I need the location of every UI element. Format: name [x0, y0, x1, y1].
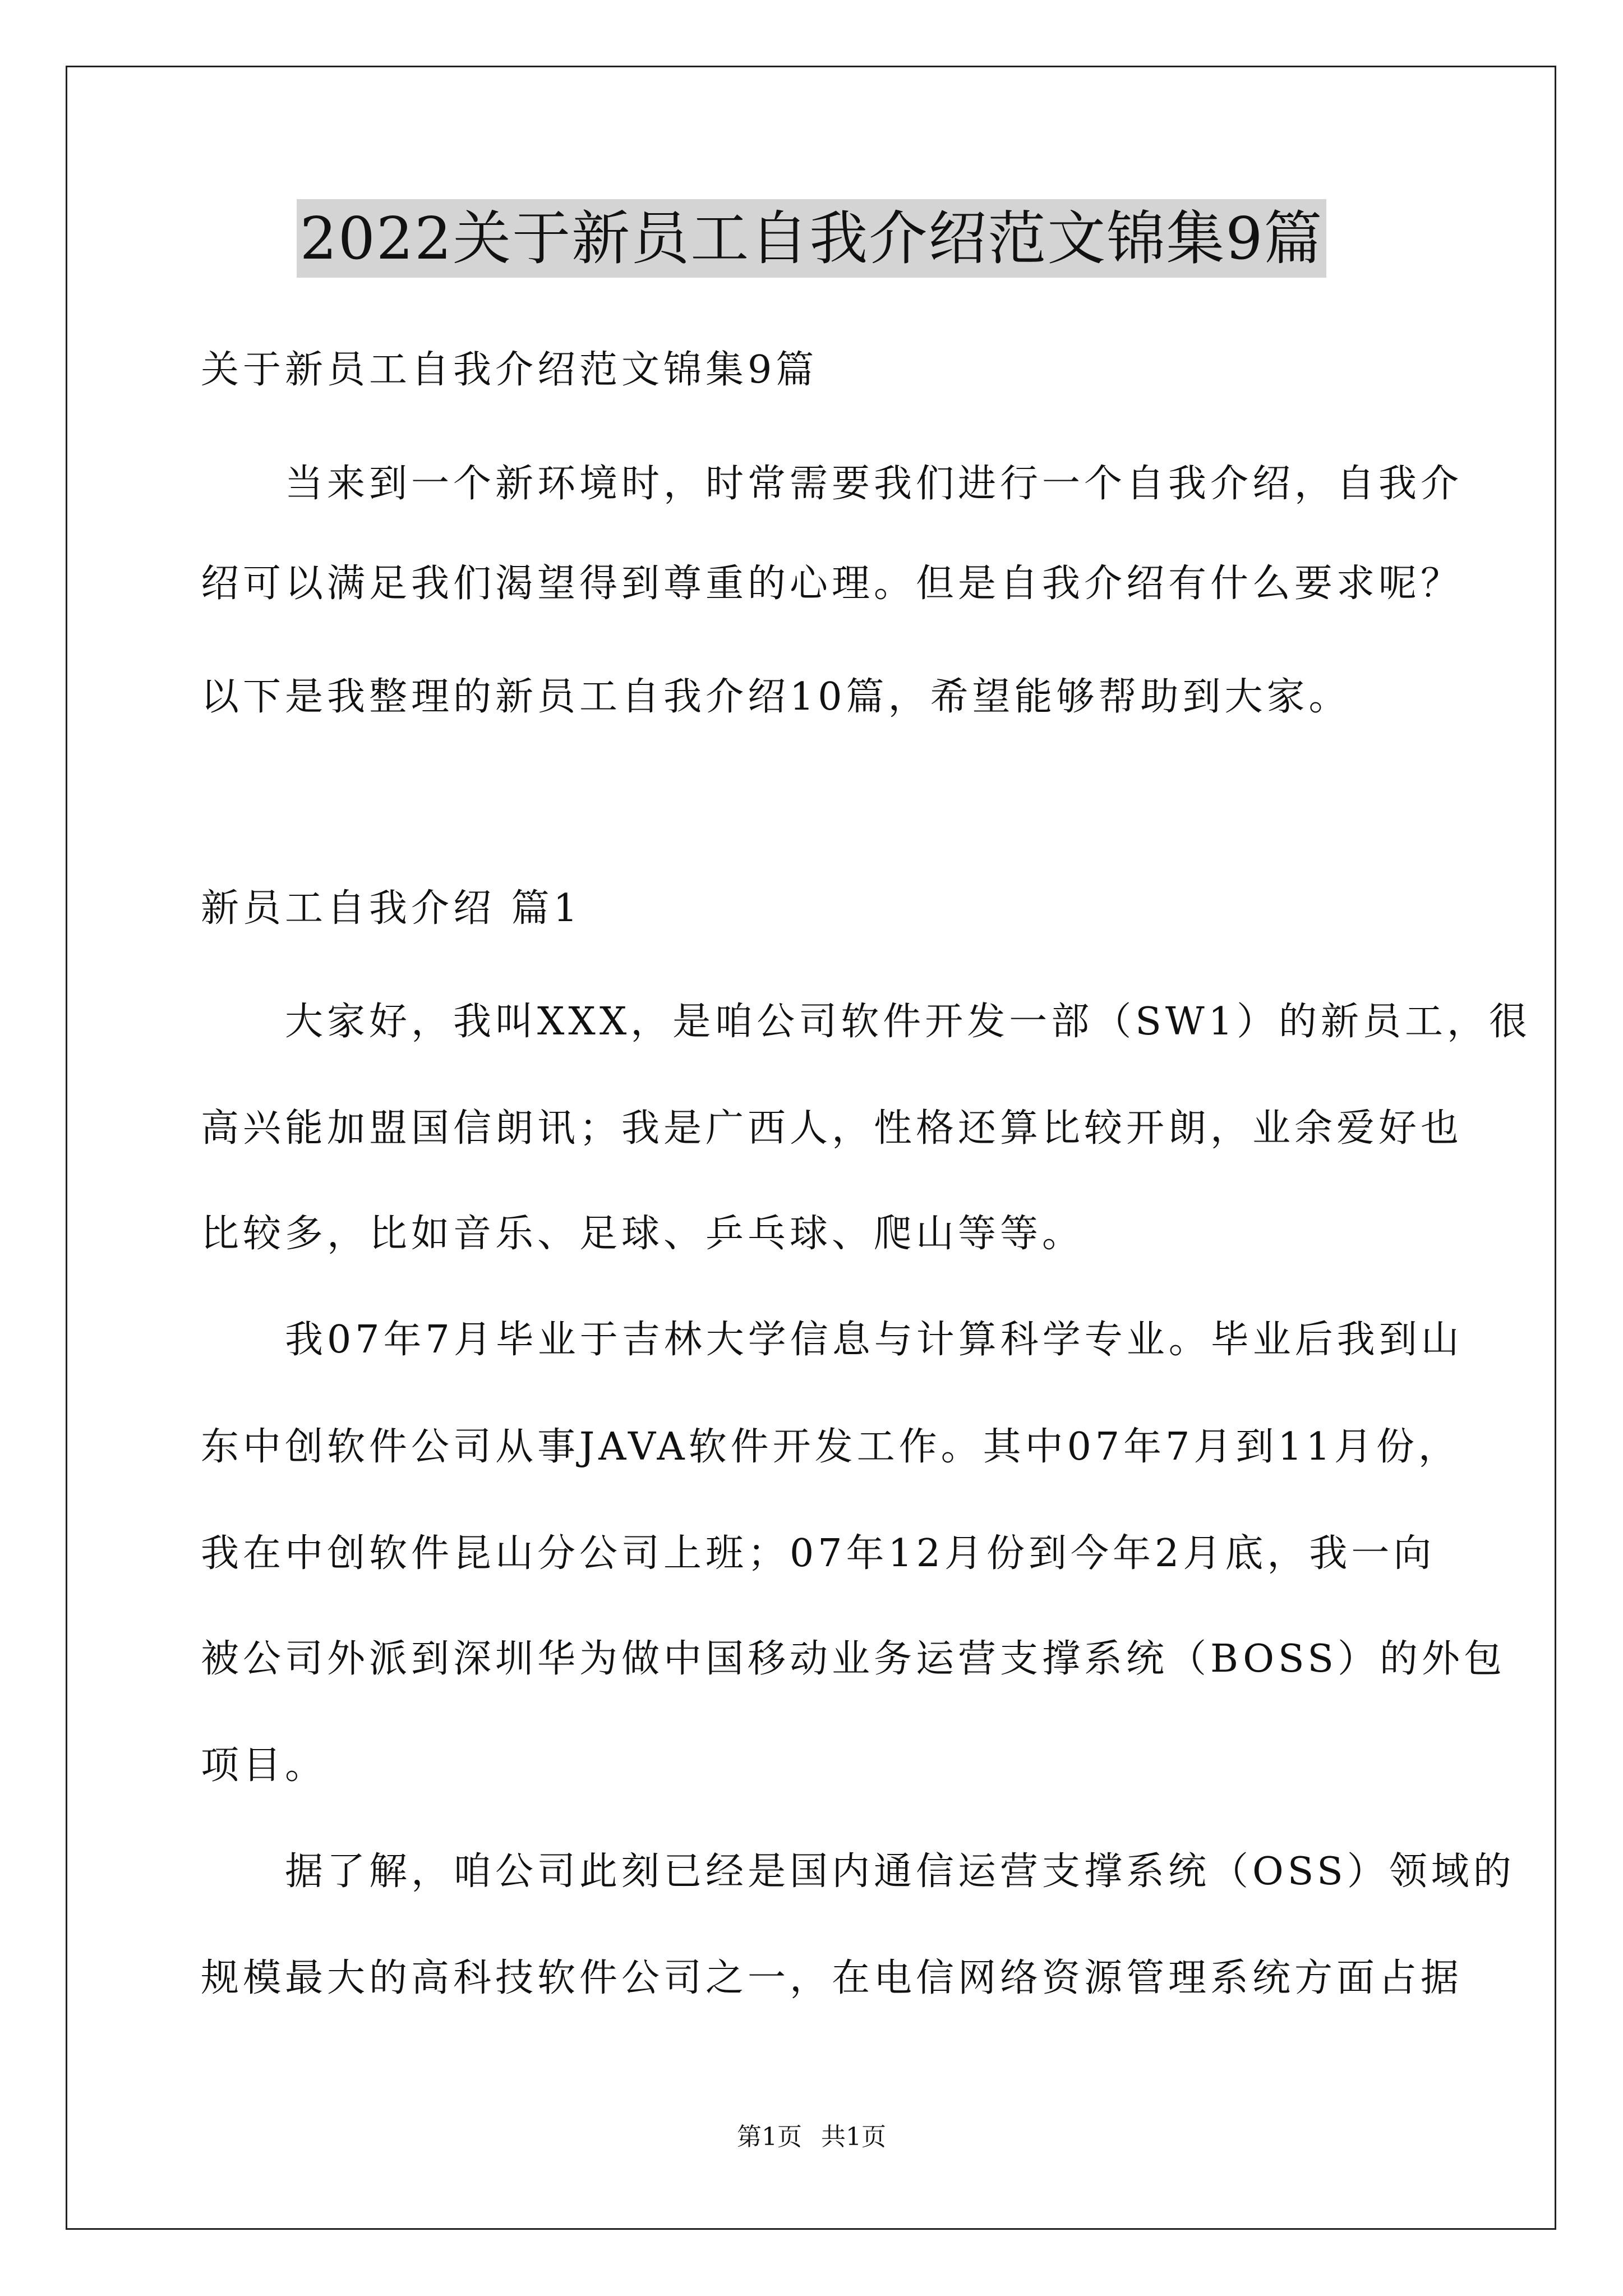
title-wrap — [0, 199, 1623, 278]
subtitle-line: 关于新员工自我介绍范文锦集9篇 — [201, 348, 818, 392]
text-line: 以下是我整理的新员工自我介绍10篇，希望能够帮助到大家。 — [201, 675, 1351, 719]
page-number: 第1页 — [737, 2123, 802, 2151]
text-line: 大家好，我叫XXX，是咱公司软件开发一部（SW1）的新员工，很 — [201, 1000, 1531, 1044]
text-line: 比较多，比如音乐、足球、乒乓球、爬山等等。 — [201, 1212, 1085, 1256]
text-line: 高兴能加盟国信朗讯；我是广西人，性格还算比较开朗，业余爱好也 — [201, 1106, 1463, 1151]
text-line: 被公司外派到深圳华为做中国移动业务运营支撑系统（BOSS）的外包 — [201, 1637, 1506, 1681]
document-title: 2022关于新员工自我介绍范文锦集9篇 — [297, 199, 1327, 278]
text-line: 东中创软件公司从事JAVA软件开发工作。其中07年7月到11月份， — [201, 1425, 1460, 1469]
text-line: 绍可以满足我们渴望得到尊重的心理。但是自我介绍有什么要求呢？ — [201, 562, 1463, 606]
text-line: 据了解，咱公司此刻已经是国内通信运营支撑系统（OSS）领域的 — [201, 1849, 1515, 1894]
page-footer — [0, 2120, 1623, 2154]
section-heading: 新员工自我介绍 篇1 — [201, 886, 582, 931]
text-line: 我07年7月毕业于吉林大学信息与计算科学专业。毕业后我到山 — [201, 1318, 1463, 1362]
text-line: 规模最大的高科技软件公司之一，在电信网络资源管理系统方面占据 — [201, 1956, 1463, 2000]
total-pages: 共1页 — [821, 2123, 886, 2151]
text-line: 我在中创软件昆山分公司上班；07年12月份到今年2月底，我一向 — [201, 1531, 1436, 1576]
text-line: 项目。 — [201, 1743, 328, 1788]
text-line: 当来到一个新环境时，时常需要我们进行一个自我介绍，自我介 — [201, 462, 1463, 506]
